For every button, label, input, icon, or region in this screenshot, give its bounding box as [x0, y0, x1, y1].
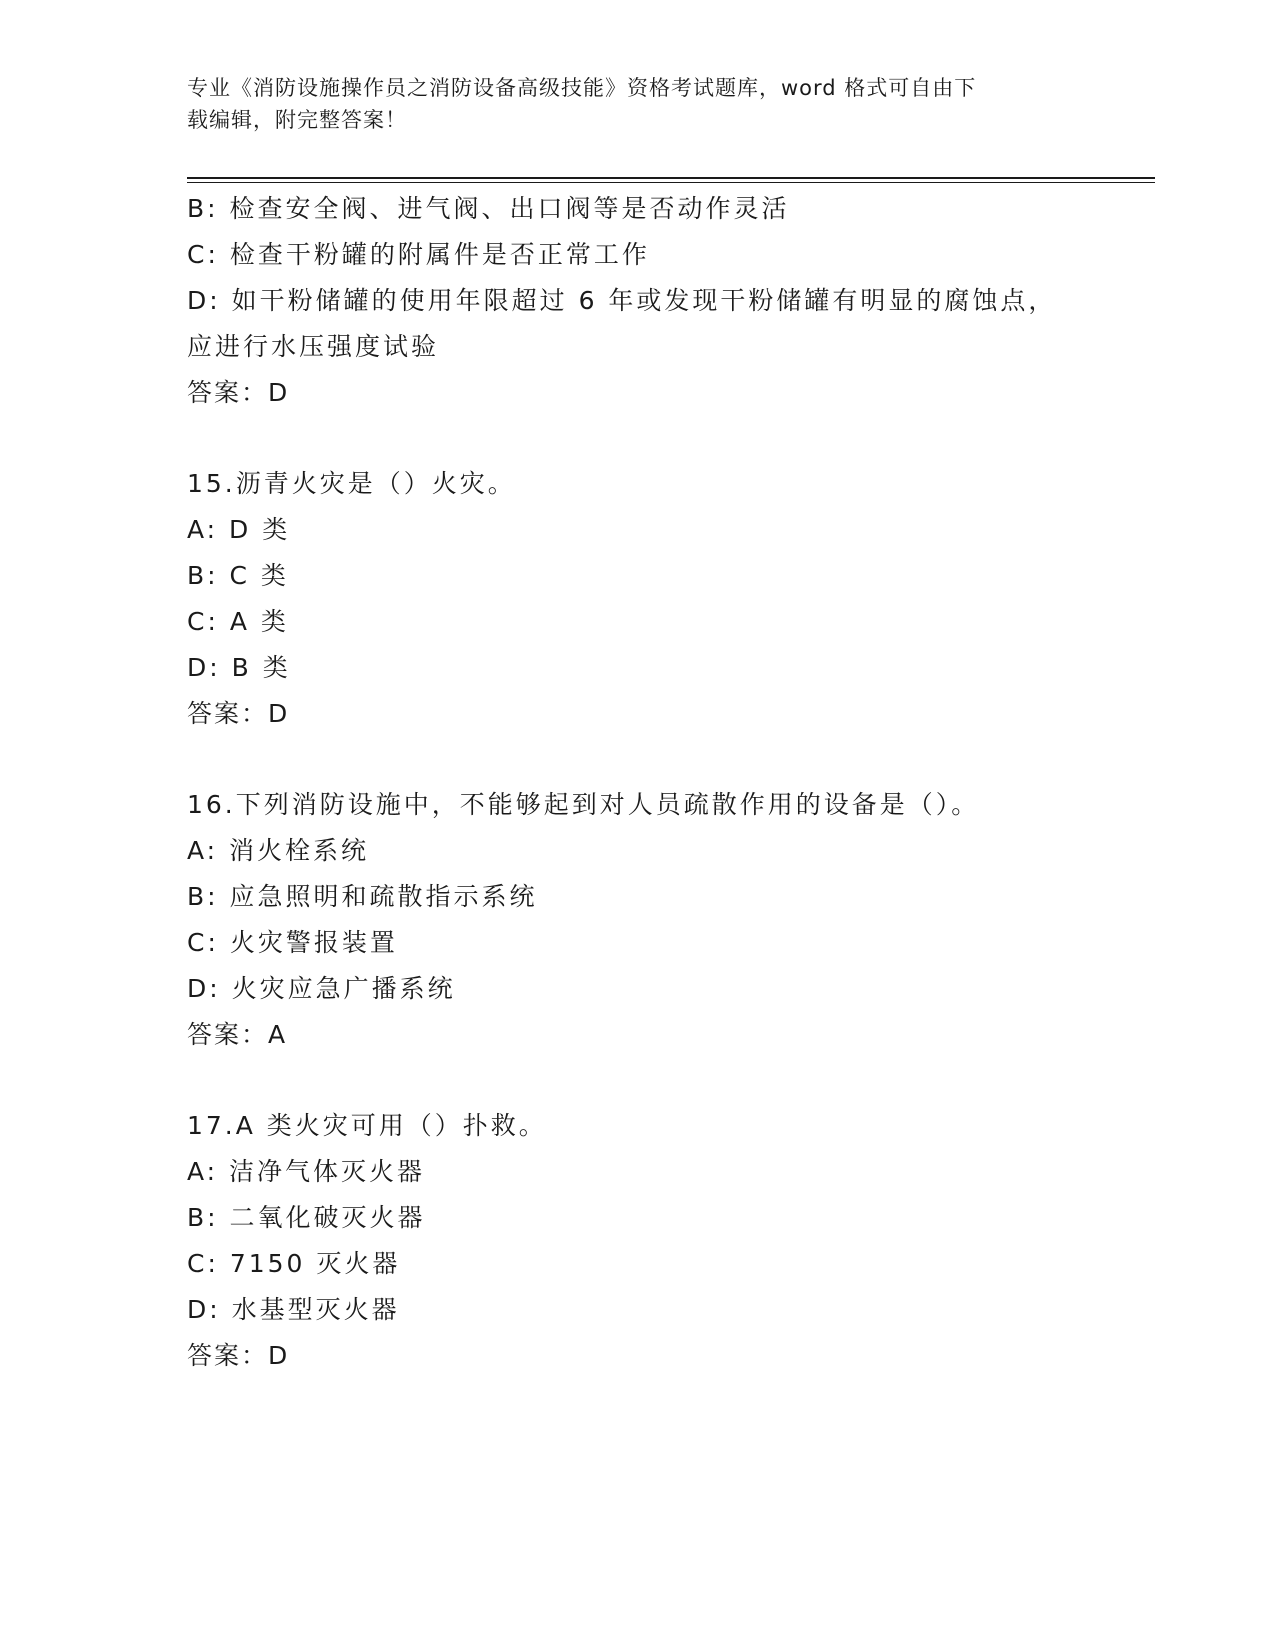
spacer: [187, 737, 1107, 782]
answer: 答案：D: [187, 1341, 290, 1370]
option-a: A: 洁净气体灭火器: [187, 1157, 426, 1186]
answer: 答案：D: [187, 699, 290, 728]
question-stem: 17.A 类火灾可用（）扑救。: [187, 1111, 547, 1140]
question-block-16: [187, 782, 1107, 1058]
header-line-1: 专业《消防设施操作员之消防设备高级技能》资格考试题库，word 格式可自由下: [187, 76, 977, 100]
question-block-15: [187, 461, 1107, 737]
question-block-17: [187, 1103, 1107, 1379]
question-stem: 16.下列消防设施中，不能够起到对人员疏散作用的设备是（）。: [187, 790, 980, 819]
question-list: [187, 186, 1107, 1379]
option-b: B: 二氧化破灭火器: [187, 1203, 426, 1232]
answer: 答案：D: [187, 378, 290, 407]
option-c: C: 火灾警报装置: [187, 928, 398, 957]
header-line-2: 载编辑，附完整答案！: [187, 108, 407, 132]
header-rule-thick: [187, 177, 1155, 179]
document-header: [187, 72, 1067, 136]
option-c: C: A 类: [187, 607, 289, 636]
option-d: D: B 类: [187, 653, 291, 682]
option-a: A: 消火栓系统: [187, 836, 370, 865]
header-rule-thin: [187, 182, 1155, 183]
option-b: B: 检查安全阀、进气阀、出口阀等是否动作灵活: [187, 194, 790, 223]
option-d-continued: 应进行水压强度试验: [187, 332, 440, 361]
option-b: B: 应急照明和疏散指示系统: [187, 882, 538, 911]
answer: 答案：A: [187, 1020, 288, 1049]
option-a: A: D 类: [187, 515, 291, 544]
spacer: [187, 1058, 1107, 1103]
option-b: B: C 类: [187, 561, 289, 590]
question-block-14: [187, 186, 1107, 416]
option-d: D: 如干粉储罐的使用年限超过 6 年或发现干粉储罐有明显的腐蚀点，: [187, 286, 1057, 315]
option-c: C: 检查干粉罐的附属件是否正常工作: [187, 240, 650, 269]
option-c: C: 7150 灭火器: [187, 1249, 401, 1278]
question-stem: 15.沥青火灾是（）火灾。: [187, 469, 516, 498]
spacer: [187, 416, 1107, 461]
option-d: D: 火灾应急广播系统: [187, 974, 456, 1003]
option-d: D: 水基型灭火器: [187, 1295, 400, 1324]
